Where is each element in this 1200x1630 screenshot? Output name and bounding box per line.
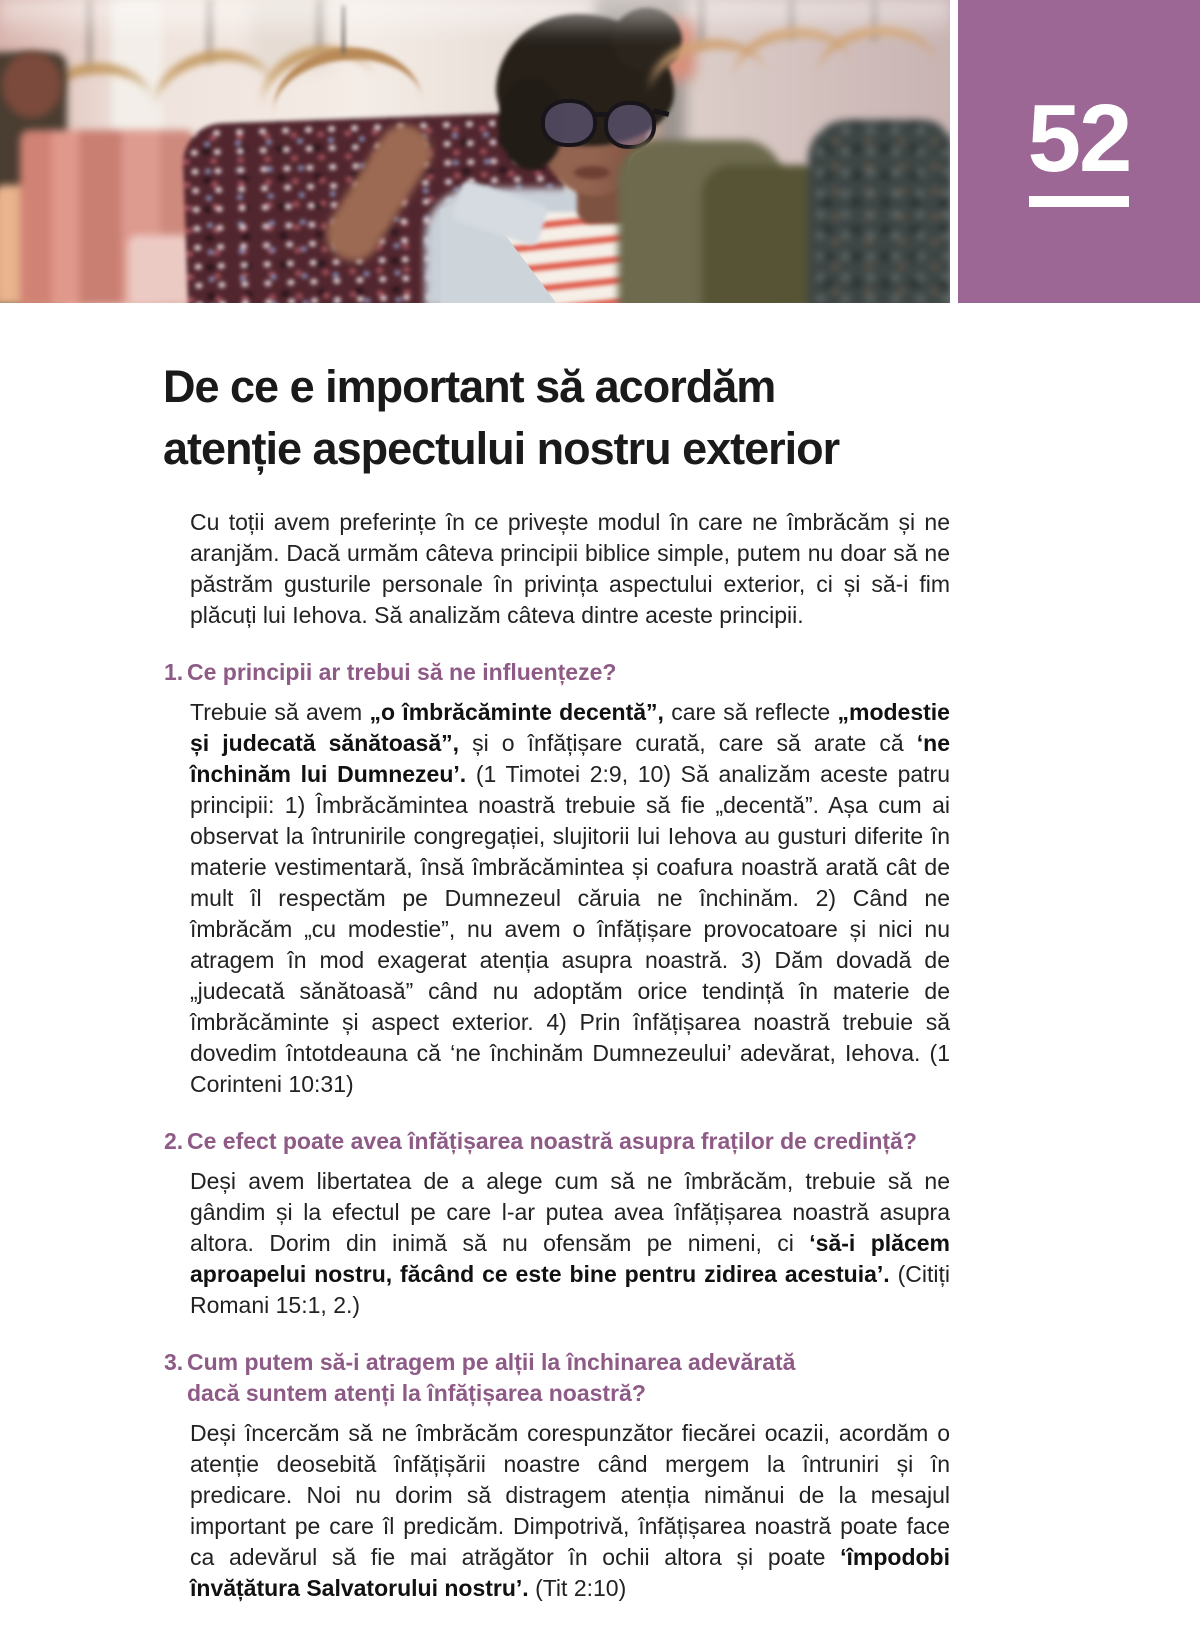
- scripture-quote-bold: ‘împodobi învățătura Salvatorului nostru’.: [190, 1544, 950, 1601]
- section-paragraph: [190, 697, 950, 1100]
- section-paragraph: [190, 1418, 950, 1604]
- question-number: 3.: [164, 1349, 184, 1375]
- question-text: Ce efect poate avea înfățișarea noastră asupra fraților de credință?: [187, 1128, 917, 1154]
- question-heading: [164, 1126, 952, 1157]
- section-paragraph: [190, 1166, 950, 1321]
- question-number: 2.: [164, 1128, 184, 1154]
- scripture-quote-bold: „o îmbrăcăminte decentă”,: [369, 699, 664, 725]
- question-text: Ce principii ar trebui să ne influențeze?: [187, 659, 617, 685]
- glasses-bridge: [595, 112, 607, 117]
- lesson-number: 52: [1027, 84, 1131, 192]
- dark-floral-coat: [808, 120, 950, 303]
- intro-paragraph: Cu toții avem preferințe în ce privește modul în care ne îmbrăcăm și ne aranjăm. Dacă urmăm câteva principii biblice simple, putem nu doar să ne păstrăm gusturile personale în privința aspectului exterior, ci și să-i fim plăcuți lui Iehova. Să analizăm câteva dintre aceste principii.: [190, 509, 950, 628]
- paragraph-run: Deși avem libertatea de a alege cum să ne îmbrăcăm, trebuie să ne gândim și la efectul pe care l-ar putea avea înfățișarea noastră asupra altora. Dorim din inimă să nu ofensăm pe nimeni, ci: [190, 1168, 950, 1256]
- scripture-quote-bold: ‘să-i plăcem aproapelui nostru, făcând ce este bine pentru zidirea acestuia’.: [190, 1230, 950, 1287]
- header: [0, 0, 1200, 303]
- page-title: De ce e important să acordăm atenție aspectului nostru exterior: [163, 361, 840, 474]
- article: [0, 356, 1200, 1604]
- top-light: [0, 0, 950, 40]
- scripture-quote-bold: ‘ne închinăm lui Dumnezeu’.: [190, 730, 950, 787]
- lesson-number-underline: [1029, 196, 1129, 207]
- question-number: 1.: [164, 659, 184, 685]
- scripture-quote-bold: „modestie și judecată sănătoasă”,: [190, 699, 950, 756]
- lesson-number-badge: [958, 0, 1200, 303]
- question-heading: [164, 1347, 952, 1409]
- shopper-lips: [574, 166, 610, 179]
- question-text: Cum putem să-i atragem pe alții la închinarea adevărată dacă suntem atenți la înfățișarea noastră?: [187, 1349, 796, 1406]
- paragraph-run: Trebuie să avem: [190, 699, 370, 725]
- sections: [0, 657, 1200, 1604]
- header-photo: [0, 0, 950, 303]
- paragraph-run: (1 Timotei 2:9, 10) Să analizăm aceste patru principii: 1) Îmbrăcămintea noastră trebuie să fie „decentă”. Așa cum ai observat la întrunirile congregației, slujitorii lui Iehova au gusturi diferite în materie vestimentară, însă îmbrăcămintea și coafura noastră arată cât de mult îl respectăm pe Dumnezeul căruia ne închinăm. 2) Când ne îmbrăcăm „cu modestie”, nu avem o înfățișare provocatoare și nici nu atragem în mod exagerat atenția asupra noastră. 3) Dăm dovadă de „judecată sănătoasă” când nu adoptăm orice tendință în materie de îmbrăcăminte și aspect exterior. 4) Prin înfățișarea noastră trebuie să dovedim întotdeauna că ‘ne închinăm Dumnezeului’ adevărat, Iehova. (1 Corinteni 10:31): [190, 761, 950, 1097]
- maroon-hanger-top: [2, 52, 62, 118]
- paragraph-run: (Tit 2:10): [528, 1575, 627, 1601]
- paragraph-run: și o înfățișare curată, care să arate că: [459, 730, 917, 756]
- paragraph-run: (Citiți Romani 15:1, 2.): [190, 1261, 950, 1318]
- paragraph-run: Deși încercăm să ne îmbrăcăm corespunzător fiecărei ocazii, acordăm o atenție deosebită înfățișării noastre când mergem la întruniri și în predicare. Noi nu dorim să distragem atenția nimănui de la mesajul important pe care îl predicăm. Dimpotrivă, înfățișarea noastră poate face ca adevărul să fie mai atrăgător în ochii altora și poate: [190, 1420, 950, 1570]
- glasses-left-lens: [541, 99, 597, 147]
- paragraph-run: care să reflecte: [663, 699, 838, 725]
- question-heading: [164, 657, 952, 688]
